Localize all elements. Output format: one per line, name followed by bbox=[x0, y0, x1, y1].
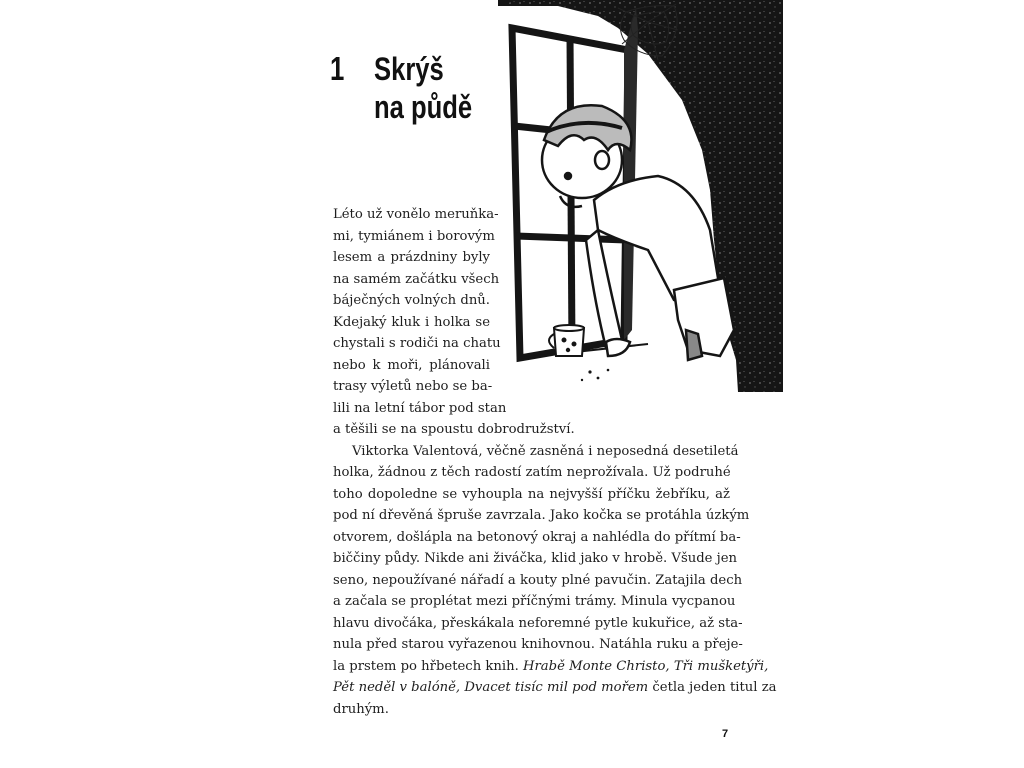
text-line: hlavu divočáka, přeskákala neforemné pytle kukuřice, až sta- bbox=[333, 615, 743, 631]
chapter-body-text bbox=[333, 204, 777, 720]
text-line: lesem a prázdniny byly bbox=[333, 250, 490, 265]
text-line: biččiny půdy. Nikde ani živáčka, klid jako v hrobě. Všude jen bbox=[333, 551, 738, 566]
text-line: mi, tymiánem i borovým bbox=[333, 228, 495, 244]
book-title-italic: Dvacet tisíc mil pod mořem bbox=[464, 680, 649, 695]
book-title-italic: Pět neděl v balóně, bbox=[333, 680, 461, 695]
text-line: pod ní dřevěná špruše zavrzala. Jako kočka se protáhla úzkým bbox=[333, 508, 750, 523]
text-line: Viktorka Valentová, věčně zasněná i neposedná desetiletá bbox=[352, 443, 739, 459]
text-line: Kdejaký kluk i holka se bbox=[333, 314, 490, 330]
text-line: nebo k moři, plánovali bbox=[333, 357, 490, 373]
chapter-title bbox=[374, 50, 472, 126]
chapter-title-line-2: na půdě bbox=[374, 89, 473, 125]
text-line: a začala se proplétat mezi příčnými trámy. Minula vycpanou bbox=[333, 594, 736, 609]
text-line: druhým. bbox=[333, 701, 389, 717]
text-line bbox=[333, 656, 769, 678]
text-line: lili na letní tábor pod stan bbox=[333, 400, 507, 416]
text-line: báječných volných dnů. bbox=[333, 293, 490, 308]
text-line: holka, žádnou z těch radostí zatím neprožívala. Už podruhé bbox=[333, 465, 731, 480]
text-line: na samém začátku všech bbox=[333, 271, 500, 287]
text-line: Léto už vonělo meruňka- bbox=[333, 207, 499, 222]
text-line: nula před starou vyřazenou knihovnou. Natáhla ruku a přeje- bbox=[333, 637, 743, 652]
text-segment: la prstem po hřbetech knih. bbox=[333, 658, 519, 674]
text-line: toho dopoledne se vyhoupla na nejvyšší příčku žebříku, až bbox=[333, 486, 730, 502]
text-line: trasy výletů nebo se ba- bbox=[333, 379, 493, 394]
page-number: 7 bbox=[722, 728, 729, 740]
book-title-italic: Tři mušketýři, bbox=[673, 658, 769, 674]
text-line bbox=[333, 677, 777, 699]
text-segment: četla jeden titul za bbox=[652, 680, 777, 695]
text-line: otvorem, došlápla na betonový okraj a nahlédla do přítmí ba- bbox=[333, 529, 741, 545]
chapter-title-line-1: Skrýš bbox=[374, 51, 444, 87]
book-title-italic: Hrabě Monte Christo, bbox=[522, 658, 670, 674]
text-line: seno, nepoužívané nářadí a kouty plné pavučin. Zatajila dech bbox=[333, 572, 743, 588]
chapter-number: 1 bbox=[330, 50, 345, 87]
text-line: chystali s rodiči na chatu bbox=[333, 336, 501, 351]
text-line: a těšili se na spoustu dobrodružství. bbox=[333, 422, 575, 437]
